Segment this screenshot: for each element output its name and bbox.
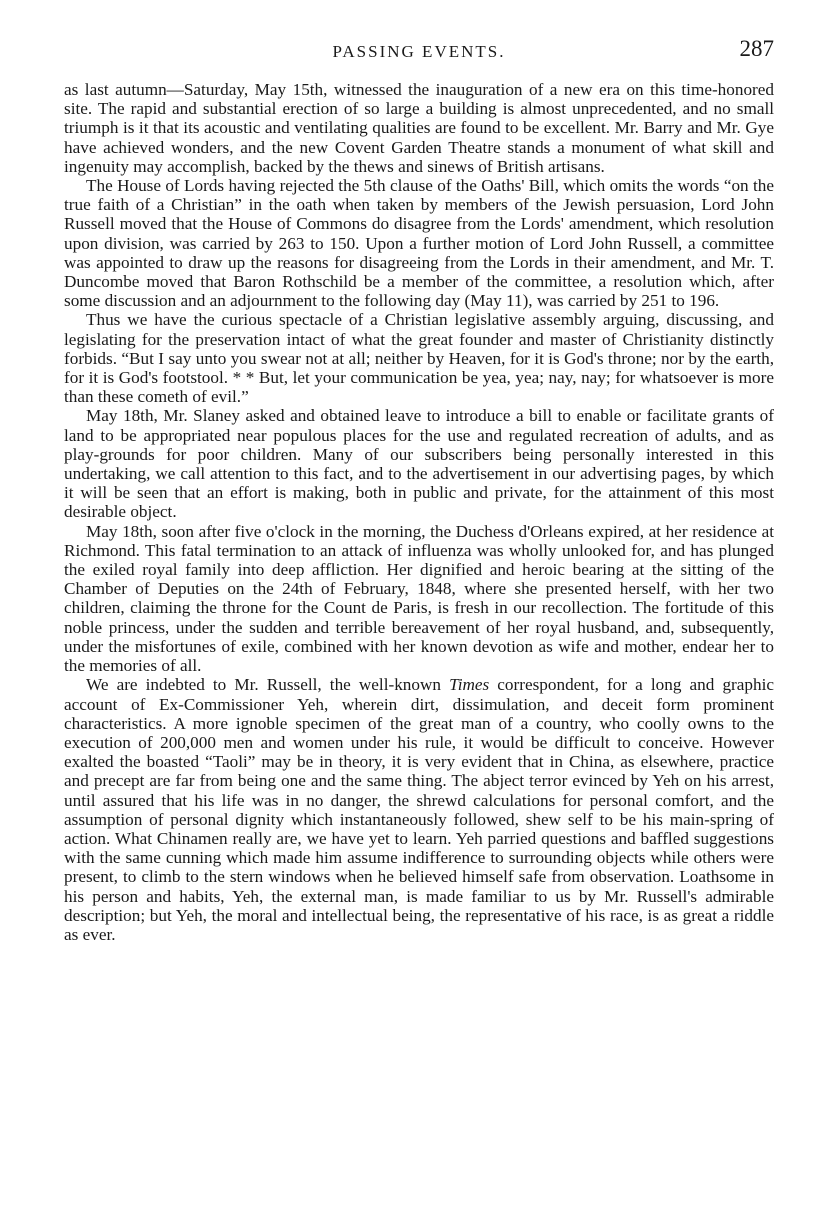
running-title: PASSING EVENTS. (332, 42, 506, 61)
running-head (64, 36, 774, 66)
article-body (64, 80, 774, 944)
page-number: 287 (739, 36, 774, 61)
paragraph-christian-assembly: Thus we have the curious spectacle of a Christian legislative assembly arguing, discussing, and legislating for the preservation intact of what the great founder and master of Christianity distinctly forbids. “But I say unto you swear not at all; neither by Heaven, for it is God's throne; nor by the earth, for it is God's footstool. * * But, let your communication be yea, yea; nay, nay; for whatsoever is more than these cometh of evil.” (64, 310, 774, 407)
yeh-text-before: We are indebted to Mr. Russell, the well-known (86, 675, 450, 695)
yeh-text-after: correspondent, for a long and graphic account of Ex-Commissioner Yeh, wherein dirt, dissimulation, and deceit form prominent characteristics. A more ignoble specimen of the great man of a country, who coolly owns to the execution of 200,000 men and women under his rule, it would be difficult to conceive. However exalted the boasted “Taoli” may be in theory, it is very evident that in China, as elsewhere, practice and precept are far from being one and the same thing. The abject terror evinced by Yeh on his arrest, until assured that his life was in no danger, the shrewd calculations for personal comfort, and the assumption of personal dignity which instantaneously followed, shew self to be his main-spring of action. What Chinamen really are, we have yet to learn. Yeh parried questions and baffled suggestions with the same cunning which made him assume indifference to surrounding objects while others were present, to climb to the stern windows when he believed himself safe from observation. Loathsome in his person and habits, Yeh, the external man, is made familiar to us by Mr. Russell's admirable description; but Yeh, the moral and intellectual being, the representative of his race, is as great a riddle as ever. (64, 675, 774, 944)
paragraph-slaney-bill: May 18th, Mr. Slaney asked and obtained leave to introduce a bill to enable or facilitate grants of land to be appropriated near populous places for the use and regulated recreation of adults, and as play-grounds for poor children. Many of our subscribers being personally interested in this undertaking, we call attention to this fact, and to the advertisement in our advertising pages, by which it will be seen that an effort is making, both in public and private, for the attainment of this most desirable object. (64, 406, 774, 522)
times-italic: Times (449, 675, 490, 695)
paragraph-oaths-bill: The House of Lords having rejected the 5th clause of the Oaths' Bill, which omits the words “on the true faith of a Christian” in the oath when taken by members of the Jewish persuasion, Lord John Russell moved that the House of Commons do disagree from the Lords' amendment, which resolution upon division, was carried by 263 to 150. Upon a further motion of Lord John Russell, a committee was appointed to draw up the reasons for disagreeing from the Lords in their amendment, and Mr. T. Duncombe moved that Baron Rothschild be a member of the committee, a resolution which, after some discussion and an adjournment to the following day (May 11), was carried by 251 to 196. (64, 176, 774, 311)
paragraph-commissioner-yeh (64, 675, 774, 944)
paragraph-covent-garden: as last autumn—Saturday, May 15th, witnessed the inauguration of a new era on this time-honored site. The rapid and substantial erection of so large a building is almost unprecedented, and no small triumph is it that its acoustic and ventilating qualities are found to be excellent. Mr. Barry and Mr. Gye have achieved wonders, and the new Covent Garden Theatre stands a monument of what skill and ingenuity may accomplish, backed by the thews and sinews of British artisans. (64, 80, 774, 176)
paragraph-duchess-orleans: May 18th, soon after five o'clock in the morning, the Duchess d'Orleans expired, at her residence at Richmond. This fatal termination to an attack of influenza was wholly unlooked for, and has plunged the exiled royal family into deep affliction. Her dignified and heroic bearing at the sitting of the Chamber of Deputies on the 24th of February, 1848, where she presented herself, with her two children, claiming the throne for the Count de Paris, is fresh in our recollection. The fortitude of this noble princess, under the sudden and terrible bereavement of her royal husband, and, subsequently, under the misfortunes of exile, combined with her known devotion as wife and mother, endear her to the memories of all. (64, 521, 774, 676)
